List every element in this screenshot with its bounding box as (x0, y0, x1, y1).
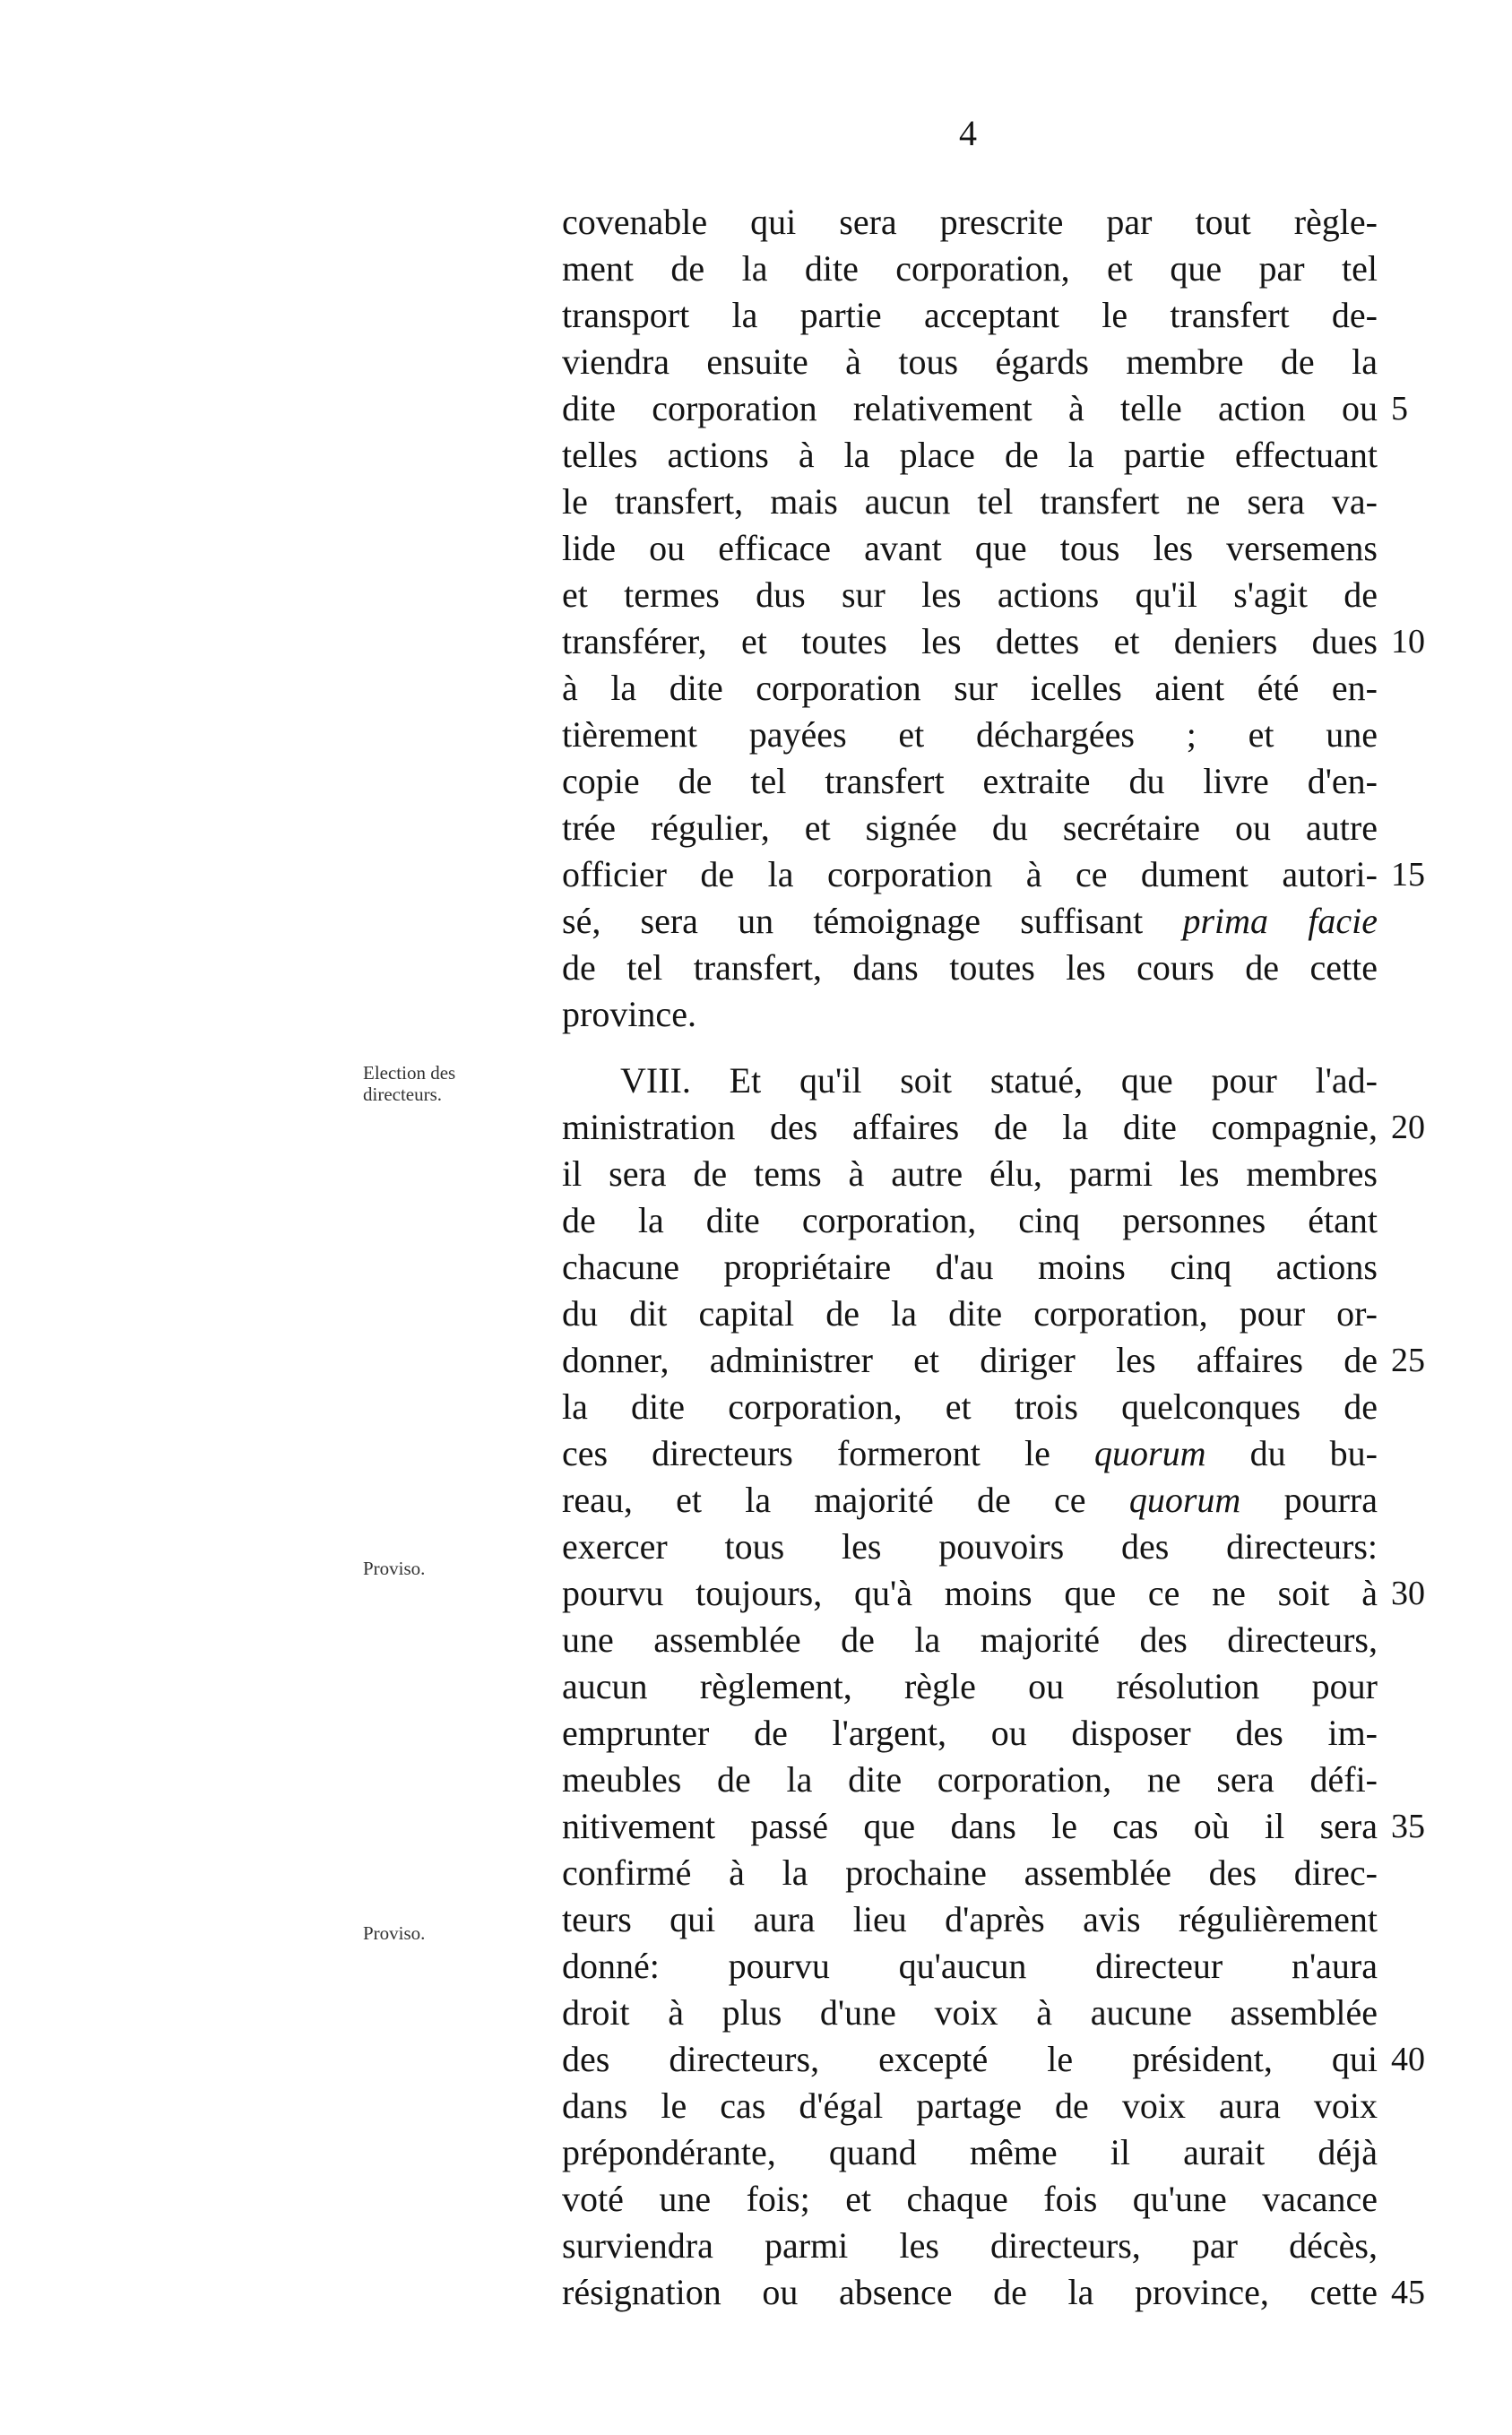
text-line: exercer tous les pouvoirs des directeurs: (562, 1526, 1378, 1567)
text-line: officier de la corporation à ce dument autori- (562, 854, 1378, 894)
side-note-election: Election des directeurs. (363, 1062, 456, 1105)
page-number: 4 (959, 113, 977, 153)
text-line: reau, et la majorité de ce quorum pourra (562, 1480, 1378, 1520)
line-number: 20 (1391, 1109, 1425, 1146)
side-note-proviso-2: Proviso. (363, 1922, 426, 1944)
text-line: droit à plus d'une voix à aucune assemblée (562, 1992, 1378, 2033)
text-line: une assemblée de la majorité des directeurs, (562, 1619, 1378, 1660)
text-line: confirmé à la prochaine assemblée des direc- (562, 1852, 1378, 1893)
text-line: tièrement payées et déchargées ; et une (562, 714, 1378, 755)
text-line: voté une fois; et chaque fois qu'une vacance (562, 2179, 1378, 2219)
text-line: et termes dus sur les actions qu'il s'agit de (562, 574, 1378, 615)
text-line: le transfert, mais aucun tel transfert ne sera va- (562, 481, 1378, 522)
text-line: à la dite corporation sur icelles aient été en- (562, 668, 1378, 708)
text-line: la dite corporation, et trois quelconques de (562, 1386, 1378, 1427)
text-line: de tel transfert, dans toutes les cours de cette (562, 947, 1378, 988)
text-line: des directeurs, excepté le président, qui (562, 2039, 1378, 2079)
text-line: sé, sera un témoignage suffisant prima facie (562, 901, 1378, 941)
text-line: dite corporation relativement à telle action ou (562, 388, 1378, 428)
line-number: 45 (1391, 2274, 1425, 2311)
text-line: donné: pourvu qu'aucun directeur n'aura (562, 1946, 1378, 1986)
text-line: province. (562, 994, 696, 1034)
line-number: 10 (1391, 623, 1425, 661)
text-line: résignation ou absence de la province, cette (562, 2272, 1378, 2312)
line-number: 15 (1391, 856, 1425, 894)
text-line: il sera de tems à autre élu, parmi les membres (562, 1153, 1378, 1194)
text-line: surviendra parmi les directeurs, par décès, (562, 2225, 1378, 2266)
line-number: 40 (1391, 2041, 1425, 2078)
text-line: emprunter de l'argent, ou disposer des im- (562, 1713, 1378, 1753)
text-line: ces directeurs formeront le quorum du bu- (562, 1433, 1378, 1473)
text-line: transport la partie acceptant le transfert de- (562, 295, 1378, 335)
text-line: donner, administrer et diriger les affaires de (562, 1340, 1378, 1380)
text-line: telles actions à la place de la partie effectuant (562, 435, 1378, 475)
text-line: de la dite corporation, cinq personnes étant (562, 1200, 1378, 1240)
text-line: meubles de la dite corporation, ne sera défi- (562, 1759, 1378, 1800)
text-line: prépondérante, quand même il aurait déjà (562, 2132, 1378, 2172)
section-heading-line: VIII. Et qu'il soit statué, que pour l'ad- (620, 1060, 1378, 1101)
text-line: viendra ensuite à tous égards membre de la (562, 341, 1378, 382)
text-line: aucun règlement, règle ou résolution pour (562, 1666, 1378, 1706)
text-line: pourvu toujours, qu'à moins que ce ne soit à (562, 1573, 1378, 1613)
text-line: teurs qui aura lieu d'après avis régulièrement (562, 1899, 1378, 1939)
text-line: dans le cas d'égal partage de voix aura voix (562, 2085, 1378, 2126)
text-line: lide ou efficace avant que tous les versemens (562, 528, 1378, 568)
text-line: ment de la dite corporation, et que par tel (562, 248, 1378, 289)
text-line: covenable qui sera prescrite par tout règle- (562, 202, 1378, 242)
line-number: 5 (1391, 390, 1408, 427)
text-line: du dit capital de la dite corporation, pour or- (562, 1293, 1378, 1334)
line-number: 35 (1391, 1808, 1425, 1845)
text-line: trée régulier, et signée du secrétaire ou autre (562, 807, 1378, 848)
text-line: ministration des affaires de la dite compagnie, (562, 1107, 1378, 1147)
text-line: transférer, et toutes les dettes et deniers dues (562, 621, 1378, 661)
line-number: 30 (1391, 1575, 1425, 1612)
text-line: copie de tel transfert extraite du livre d'en- (562, 761, 1378, 801)
text-line: chacune propriétaire d'au moins cinq actions (562, 1247, 1378, 1287)
text-line: nitivement passé que dans le cas où il sera (562, 1806, 1378, 1846)
line-number: 25 (1391, 1342, 1425, 1379)
side-note-proviso-1: Proviso. (363, 1558, 426, 1579)
